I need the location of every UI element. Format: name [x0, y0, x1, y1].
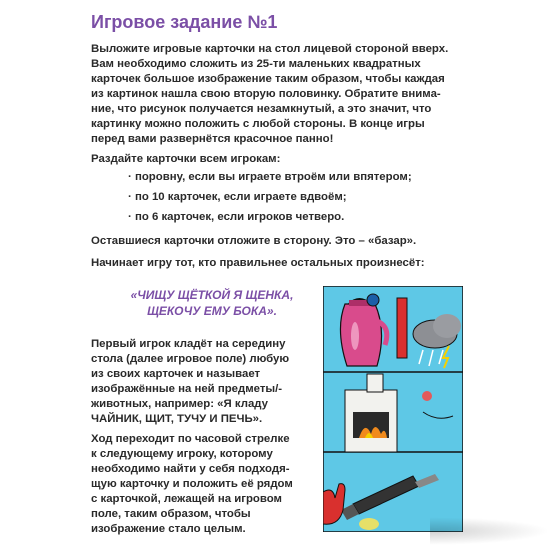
- intro-line: перед вами развернётся красочное панно!: [91, 133, 334, 145]
- starter-text: Начинает игру тот, кто правильнее остальных произнесёт:: [91, 257, 425, 269]
- shield-icon: [397, 298, 407, 358]
- leftover-text: Оставшиеся карточки отложите в сторону. Это – «базар».: [91, 235, 417, 247]
- bullet-item: · по 10 карточек, если играете вдвоём;: [128, 191, 347, 203]
- first-move-line: из своих карточек и называет: [91, 368, 261, 380]
- card-tile-kettle-cloud: [323, 286, 463, 372]
- tongue-twister-line: «ЧИЩУ ЩЁТКОЙ Я ЩЕНКА,: [130, 288, 294, 302]
- tongue-twister: [112, 287, 312, 319]
- first-move-line: ЧАЙНИК, ЩИТ, ТУЧУ И ПЕЧЬ».: [91, 413, 263, 425]
- turn-order-line: необходимо найти у себя подходя-: [91, 463, 290, 475]
- bullet-item: · по 6 карточек, если игроков четверо.: [128, 211, 345, 223]
- turn-order-line: с карточкой, лежащей на игровом: [91, 493, 282, 505]
- deal-heading: Раздайте карточки всем игрокам:: [91, 153, 281, 165]
- intro-line: ние, что рисунок получается незамкнутый, а это значит, что: [91, 103, 432, 115]
- bullet-item: · поровну, если вы играете втроём или впятером;: [128, 171, 412, 183]
- turn-order-line: щую карточку и положить её рядом: [91, 478, 293, 490]
- turn-order-line: изображение стало целым.: [91, 523, 246, 535]
- tongue-twister-line: ЩЕКОЧУ ЕМУ БОКА».: [147, 304, 277, 318]
- first-move-line: Первый игрок кладёт на середину: [91, 338, 286, 350]
- first-move-line: стола (далее игровое поле) любую: [91, 353, 290, 365]
- intro-line: Выложите игровые карточки на стол лицевой стороной вверх.: [91, 43, 449, 55]
- turn-order-line: к следующему игроку, которому: [91, 448, 273, 460]
- card-tile-stove: [323, 372, 463, 452]
- intro-line: из картинок нашла свою вторую половинку. Обратите внима-: [91, 88, 441, 100]
- shield-icon: [367, 294, 379, 306]
- page-title: Игровое задание №1: [91, 12, 278, 32]
- first-move-line: животных, например: «Я кладу: [91, 398, 268, 410]
- first-move-line: изображённые на ней предметы/-: [91, 383, 283, 395]
- intro-line: карточек большое изображение таким образом, чтобы каждая: [91, 73, 445, 85]
- book-page-shadow: [430, 517, 550, 545]
- turn-order-line: Ход переходит по часовой стрелке: [91, 433, 290, 445]
- turn-order-line: поле, таким образом, чтобы: [91, 508, 251, 520]
- intro-line: картинку можно положить с любой стороны. В конце игры: [91, 118, 425, 130]
- intro-line: Вам необходимо сложить из 25-ти маленьких квадратных: [91, 58, 421, 70]
